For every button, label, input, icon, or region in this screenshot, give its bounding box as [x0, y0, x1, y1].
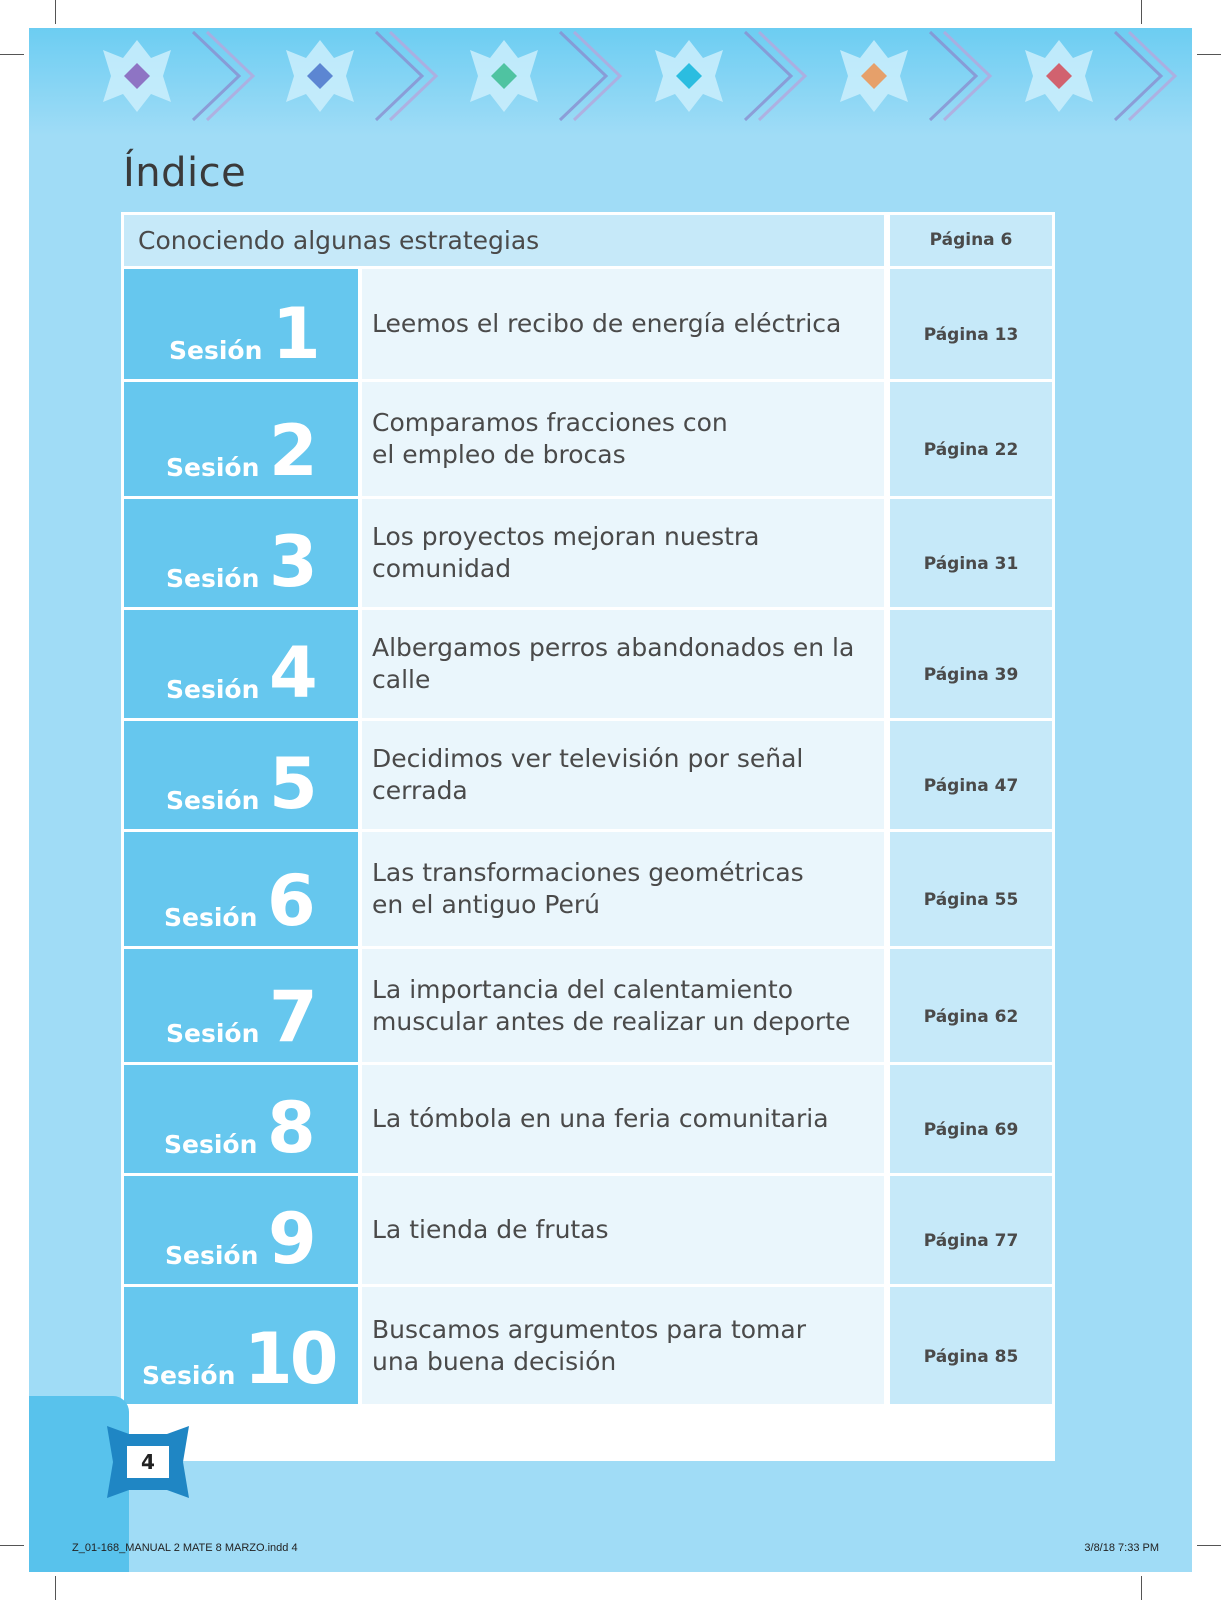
session-number: 1 — [272, 293, 321, 375]
session-label: Sesión — [166, 1019, 260, 1048]
session-number: 4 — [269, 632, 318, 714]
session-title: La importancia del calentamiento muscular antes de realizar un deporte — [362, 949, 884, 1062]
toc-session-row[interactable] — [124, 499, 1052, 607]
session-label: Sesión — [166, 453, 260, 482]
session-page-number: Página 47 — [890, 721, 1052, 829]
toc-session-row[interactable] — [124, 382, 1052, 496]
session-page-number: Página 31 — [890, 499, 1052, 607]
session-badge — [124, 1176, 358, 1284]
session-title: La tienda de frutas — [362, 1176, 884, 1284]
session-badge — [124, 1287, 358, 1404]
session-number: 7 — [269, 976, 318, 1058]
crop-mark — [1197, 1545, 1221, 1546]
session-number: 3 — [269, 521, 318, 603]
session-page-number: Página 62 — [890, 949, 1052, 1062]
session-title: Decidimos ver televisión por señal cerrada — [362, 721, 884, 829]
session-badge — [124, 499, 358, 607]
session-badge — [124, 949, 358, 1062]
toc-session-row[interactable] — [124, 1287, 1052, 1404]
session-number: 5 — [269, 743, 318, 825]
session-number: 8 — [267, 1087, 316, 1169]
session-number: 9 — [268, 1198, 317, 1280]
session-label: Sesión — [166, 675, 260, 704]
book-page — [29, 28, 1192, 1572]
session-page-number: Página 55 — [890, 832, 1052, 946]
intro-page-number: Página 6 — [890, 215, 1052, 266]
session-badge — [124, 832, 358, 946]
print-slug-filename: Z_01-168_MANUAL 2 MATE 8 MARZO.indd 4 — [72, 1542, 298, 1554]
toc-session-row[interactable] — [124, 610, 1052, 718]
session-title: Las transformaciones geométricas en el antiguo Perú — [362, 832, 884, 946]
toc-session-row[interactable] — [124, 949, 1052, 1062]
decorative-pattern-band — [29, 28, 1192, 136]
toc-session-row[interactable] — [124, 832, 1052, 946]
session-label: Sesión — [166, 564, 260, 593]
session-title: Comparamos fracciones con el empleo de brocas — [362, 382, 884, 496]
session-badge — [124, 382, 358, 496]
session-badge — [124, 610, 358, 718]
session-label: Sesión — [164, 903, 258, 932]
session-badge — [124, 721, 358, 829]
session-number: 2 — [269, 410, 318, 492]
session-label: Sesión — [164, 1130, 258, 1159]
crop-mark — [1141, 0, 1142, 24]
session-label: Sesión — [166, 786, 260, 815]
page-title: Índice — [123, 150, 247, 196]
session-title: Albergamos perros abandonados en la calle — [362, 610, 884, 718]
session-page-number: Página 77 — [890, 1176, 1052, 1284]
session-title: La tómbola en una feria comunitaria — [362, 1065, 884, 1173]
session-title: Los proyectos mejoran nuestra comunidad — [362, 499, 884, 607]
intro-title: Conociendo algunas estrategias — [124, 215, 884, 266]
session-title: Leemos el recibo de energía eléctrica — [362, 269, 884, 379]
session-page-number: Página 22 — [890, 382, 1052, 496]
session-page-number: Página 69 — [890, 1065, 1052, 1173]
session-page-number: Página 13 — [890, 269, 1052, 379]
session-title: Buscamos argumentos para tomar una buena decisión — [362, 1287, 884, 1404]
session-label: Sesión — [142, 1361, 236, 1390]
table-of-contents — [121, 212, 1055, 1461]
toc-session-row[interactable] — [124, 1065, 1052, 1173]
session-label: Sesión — [165, 1241, 259, 1270]
toc-session-row[interactable] — [124, 269, 1052, 379]
session-page-number: Página 39 — [890, 610, 1052, 718]
session-label: Sesión — [169, 336, 263, 365]
toc-intro-row[interactable] — [124, 215, 1052, 266]
session-number: 10 — [244, 1318, 336, 1400]
crop-mark — [1141, 1576, 1142, 1600]
session-page-number: Página 85 — [890, 1287, 1052, 1404]
print-slug-date: 3/8/18 7:33 PM — [1084, 1542, 1159, 1554]
crop-mark — [55, 0, 56, 24]
toc-session-row[interactable] — [124, 1176, 1052, 1284]
crop-mark — [55, 1576, 56, 1600]
session-badge — [124, 269, 358, 379]
session-badge — [124, 1065, 358, 1173]
crop-mark — [0, 1545, 24, 1546]
session-number: 6 — [267, 860, 316, 942]
crop-mark — [1197, 54, 1221, 55]
page-number: 4 — [141, 1450, 155, 1474]
toc-session-row[interactable] — [124, 721, 1052, 829]
crop-mark — [0, 54, 24, 55]
